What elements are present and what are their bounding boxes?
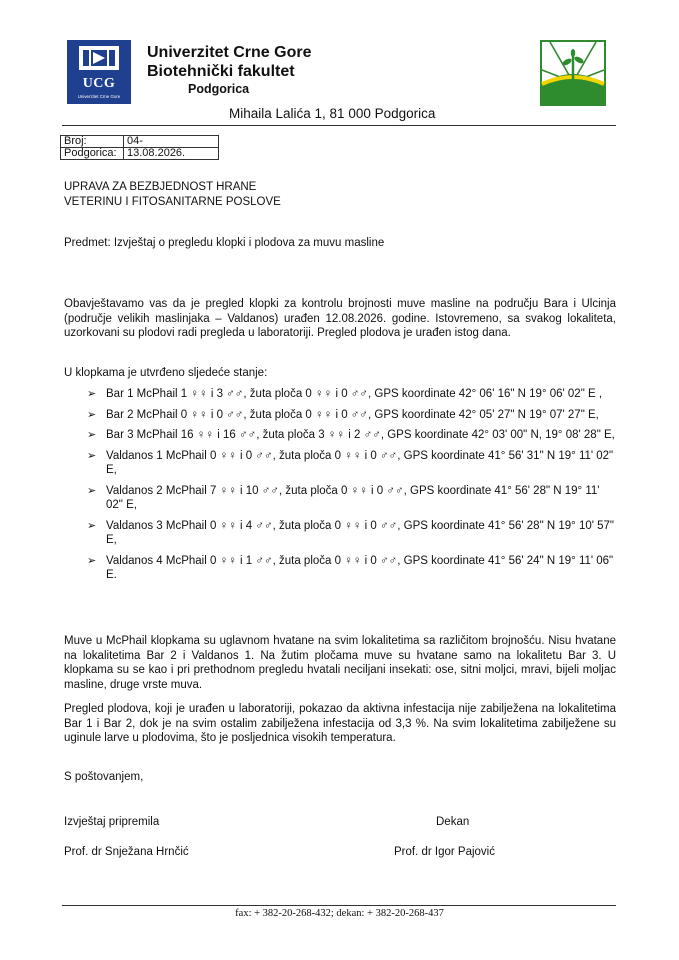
closing-line: S poštovanjem, — [64, 771, 144, 783]
arrow-bullet-icon: ➢ — [87, 449, 97, 462]
city-name: Podgorica — [188, 82, 250, 96]
subject-line: Predmet: Izvještaj o pregledu klopki i plodova za muvu masline — [64, 237, 385, 249]
address-line: Mihaila Lalića 1, 81 000 Podgorica — [229, 106, 436, 121]
arrow-bullet-icon: ➢ — [87, 554, 97, 567]
date-value: 13.08.2026. — [124, 148, 219, 160]
sprout-logo-icon — [540, 40, 606, 106]
list-item: ➢ Bar 2 McPhail 0 ♀♀ i 0 ♂♂, žuta ploča 0 ♀♀ i 0 ♂♂, GPS koordinate 42° 05' 27" N 19° 07' 27" E, — [87, 408, 599, 421]
table-row — [61, 148, 219, 160]
arrow-bullet-icon: ➢ — [87, 429, 97, 441]
list-item: ➢ Valdanos 3 McPhail 0 ♀♀ i 4 ♂♂, žuta ploča 0 ♀♀ i 0 ♂♂, GPS koordinate 41° 56' 28" N 19° 10' 57" E, — [87, 519, 614, 546]
logo-subtext: Univerzitet Crne Gore — [77, 94, 121, 99]
header-divider — [62, 125, 616, 126]
preparer-role: Izvještaj pripremila — [64, 816, 160, 828]
list-item: ➢ Valdanos 1 McPhail 0 ♀♀ i 0 ♂♂, žuta ploča 0 ♀♀ i 0 ♂♂, GPS koordinate 41° 56' 31" N 19° 11' 02" E, — [87, 449, 614, 476]
trap-results-list — [64, 387, 616, 589]
broj-value: 04- — [124, 136, 219, 148]
preparer-name: Prof. dr Snježana Hrnčić — [64, 846, 189, 858]
intro-paragraph: Obavještavamo vas da je pregled klopki za kontrolu brojnosti muve masline na području Bara i Ulcinja (područje velikih maslinjaka – Valdanos) urađen 12.08.2026. godine. Istovremeno, sa svakog lokaliteta, uzorkovani su plodovi radi pregleda u laboratoriji. Pregled plodova je urađen istog dana. — [64, 298, 616, 339]
university-logo — [67, 40, 131, 104]
recipient-line: UPRAVA ZA BEZBJEDNOST HRANE — [64, 181, 257, 193]
fruits-paragraph: Pregled plodova, koji je urađen u laboratoriji, pokazao da aktivna infestacija nije zabilježena na lokalitetima Bar 1 i Bar 2, dok je na svim ostalim zabilježena infestacija od 3,3 %. Na svim lokalitetima zabilježene su uginule larve u plodovima, što je posljednica visokih temperatura. — [64, 703, 616, 744]
dean-name: Prof. dr Igor Pajović — [394, 846, 495, 858]
state-intro: U klopkama je utvrđeno sljedeće stanje: — [64, 367, 268, 379]
recipient-line: VETERINU I FITOSANITARNE POSLOVE — [64, 195, 281, 208]
broj-label: Broj: — [61, 136, 124, 148]
arrow-bullet-icon: ➢ — [87, 519, 97, 532]
mcphail-paragraph: Muve u McPhail klopkama su uglavnom hvatane na svim lokalitetima sa različitom brojnošću. Nisu hvatane na lokalitetima Bar 2 i Valdanos 1. Na žutim pločama muve su hvatane samo na lokalitetu Bar 3. U klopkama su se kao i pri prethodnom pregledu hvatali neciljani insekati: ose, sitni moljci, mravi, bijeli moljac masline, druge vrste muva. — [64, 635, 616, 691]
reference-table — [60, 135, 219, 160]
list-item: ➢ Bar 1 McPhail 1 ♀♀ i 3 ♂♂, žuta ploča 0 ♀♀ i 0 ♂♂, GPS koordinate 42° 06' 16" N 19° 06' 02" E , — [87, 388, 603, 400]
faculty-logo — [540, 40, 606, 106]
arrow-bullet-icon: ➢ — [87, 408, 97, 421]
list-item: ➢ Valdanos 4 McPhail 0 ♀♀ i 1 ♂♂, žuta ploča 0 ♀♀ i 0 ♂♂, GPS koordinate 41° 56' 24" N 19° 11' 06" E. — [87, 554, 614, 581]
footer-divider — [62, 905, 616, 906]
dean-role: Dekan — [436, 816, 470, 828]
university-name: Univerzitet Crne Gore — [147, 44, 312, 61]
table-row — [61, 136, 219, 148]
logo-text: UCG — [82, 76, 116, 91]
faculty-name: Biotehnički fakultet — [147, 63, 295, 80]
recipient-block — [64, 180, 281, 209]
list-item: ➢ Valdanos 2 McPhail 7 ♀♀ i 10 ♂♂, žuta ploča 0 ♀♀ i 0 ♂♂, GPS koordinate 41° 56' 28" N 19° 11' 02" E, — [87, 484, 600, 511]
arrow-bullet-icon: ➢ — [87, 388, 97, 400]
footer-contacts: fax: + 382-20-268-432; dekan: + 382-20-268-437 — [235, 908, 444, 919]
list-item: ➢ Bar 3 McPhail 16 ♀♀ i 16 ♂♂, žuta ploča 3 ♀♀ i 2 ♂♂, GPS koordinate 42° 03' 00" N, 19° 08' 28" E, — [87, 429, 615, 441]
place-label: Podgorica: — [61, 148, 124, 160]
arrow-bullet-icon: ➢ — [87, 484, 97, 497]
book-icon — [67, 40, 131, 80]
